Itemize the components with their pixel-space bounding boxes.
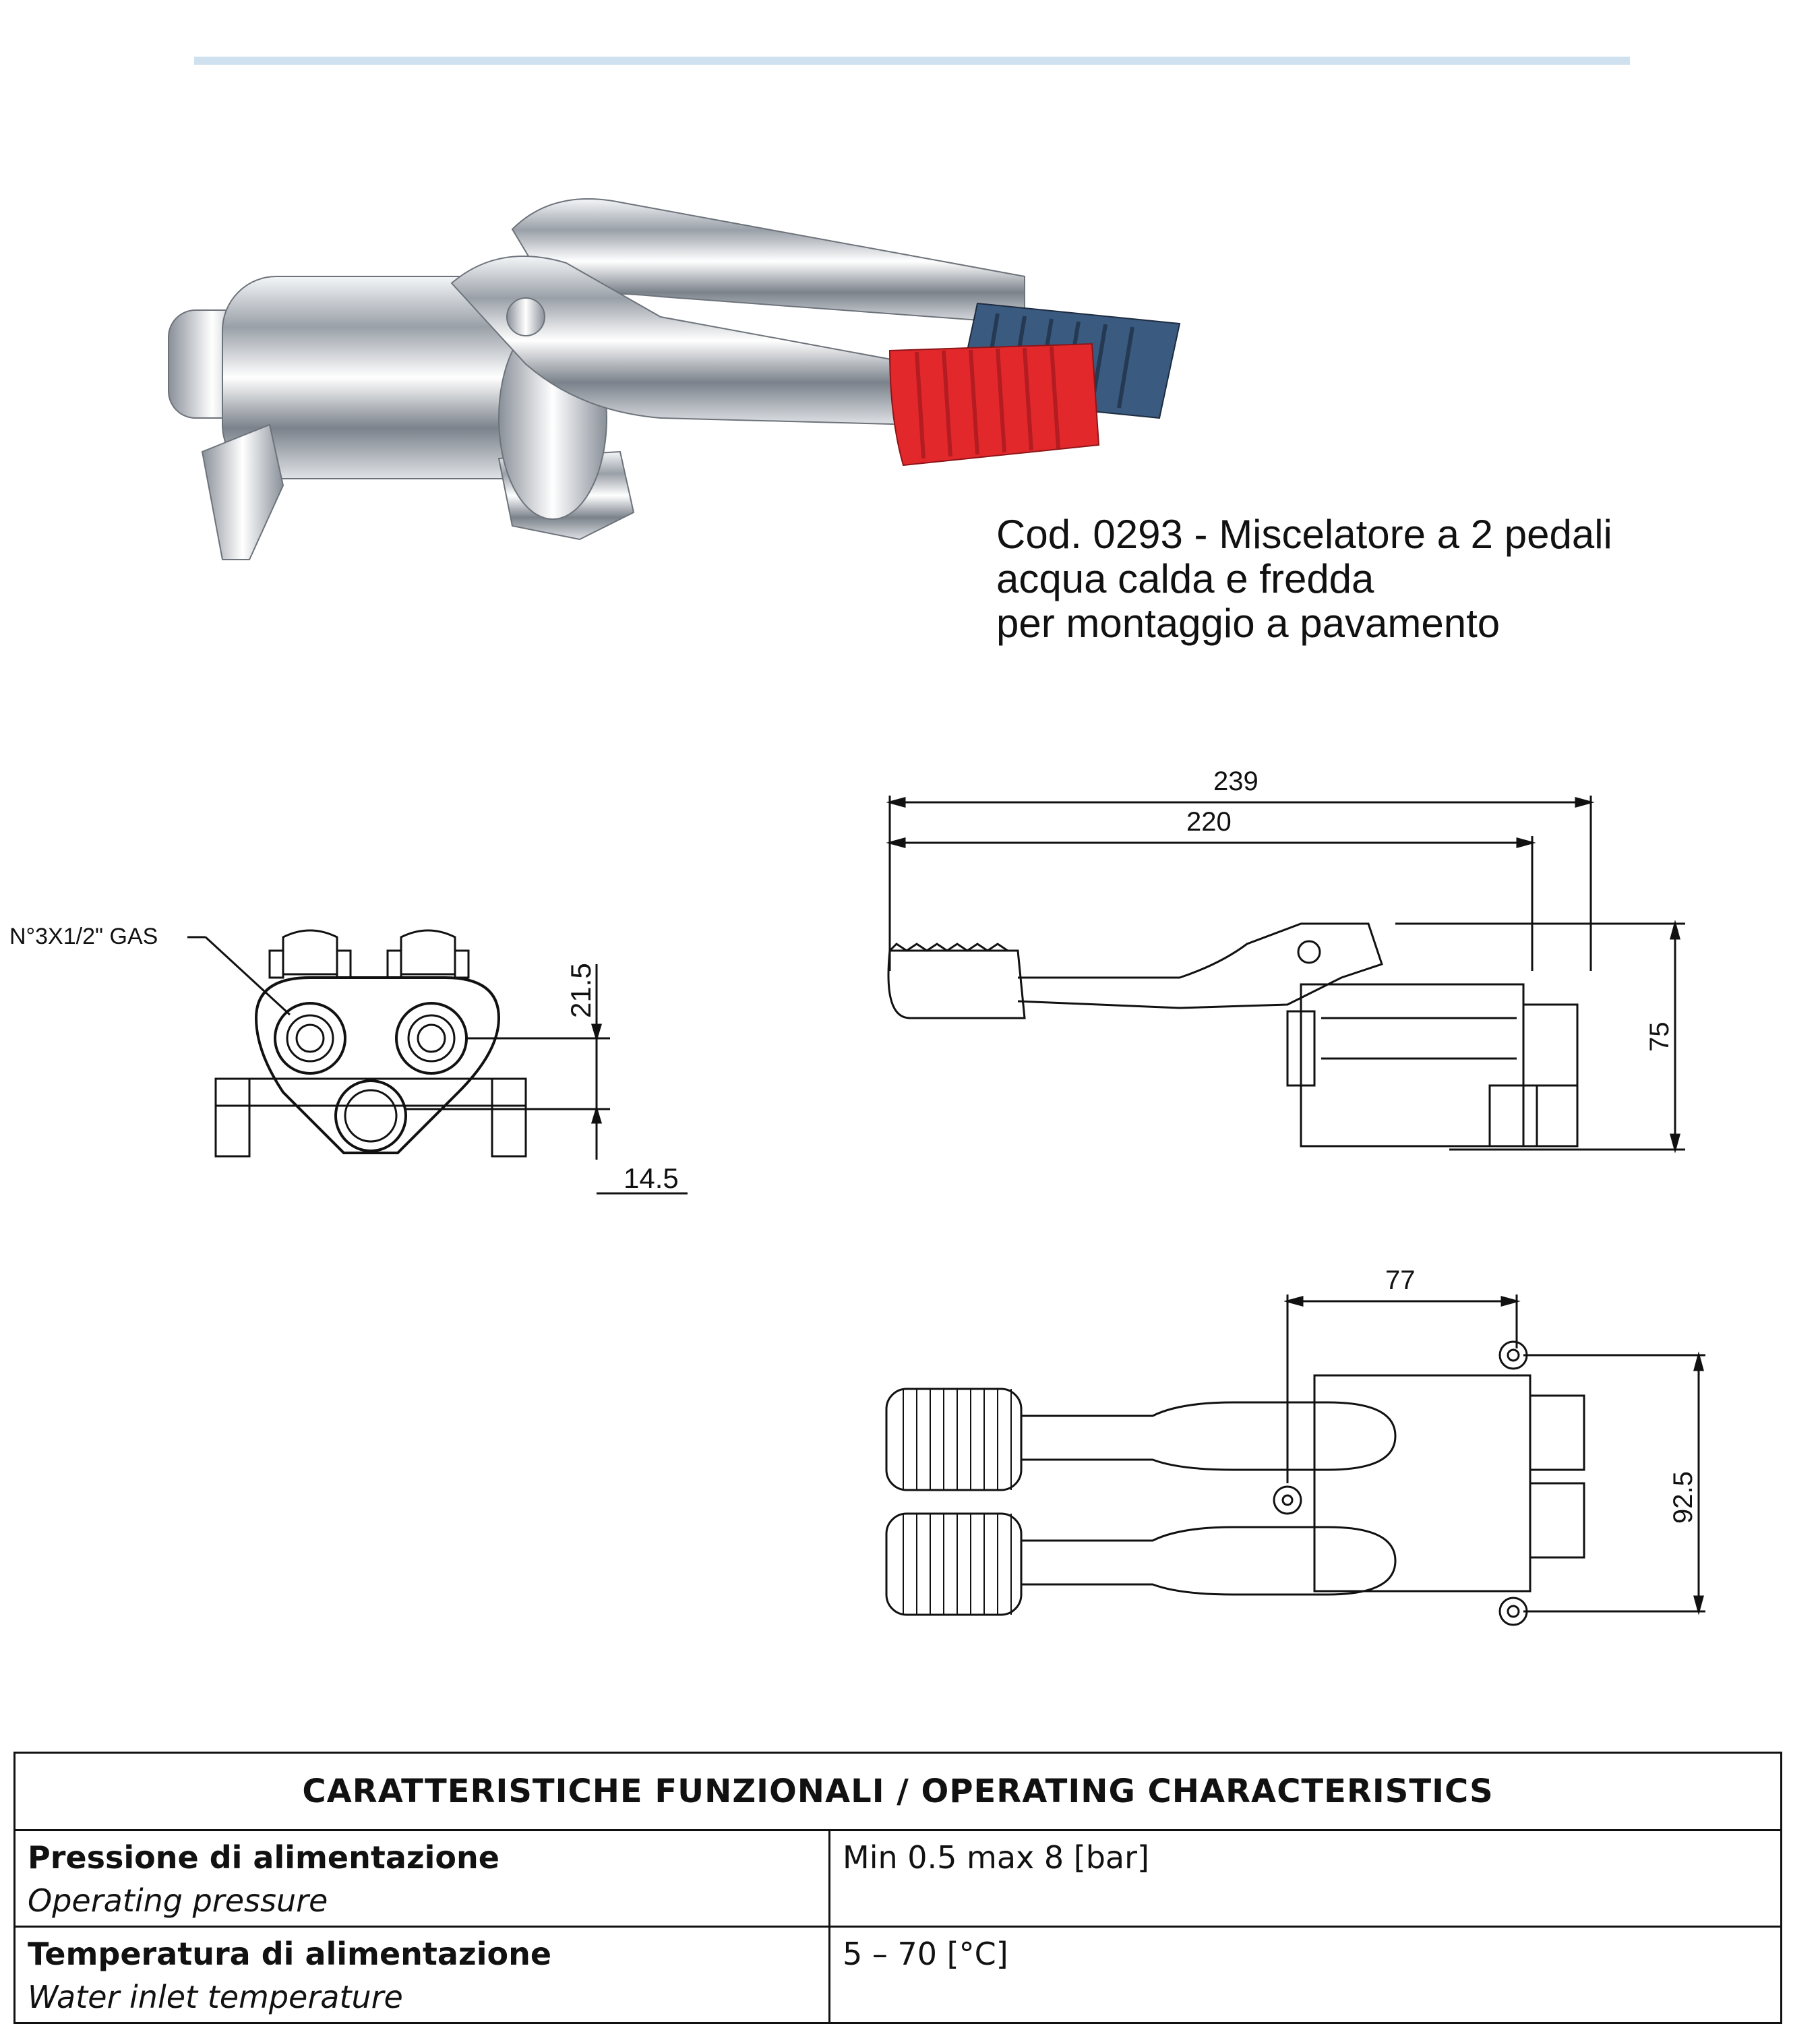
caption-line-type: acqua calda e fredda [996, 556, 1374, 601]
table-row [15, 1830, 1782, 1927]
dim-total-length: 239 [1213, 767, 1258, 796]
row-label [15, 1927, 830, 2023]
dim-vertical: 21.5 [565, 963, 597, 1018]
row-value [830, 1830, 1782, 1927]
label-english: Water inlet temperature [28, 1979, 403, 2015]
value-temperature: 5 – 70 [°C] [843, 1936, 1008, 1972]
product-caption [996, 512, 1805, 646]
side-view-drawing [856, 748, 1753, 1166]
operating-characteristics-table [13, 1752, 1782, 2024]
value-pressure: Min 0.5 max 8 [bar] [843, 1839, 1149, 1876]
dim-body-length: 220 [1186, 807, 1232, 837]
table-row [15, 1927, 1782, 2023]
dim-width: 92.5 [1668, 1471, 1698, 1524]
top-rule [194, 57, 1630, 65]
top-view-drawing [856, 1254, 1753, 1659]
pedal-outline [888, 951, 1025, 1018]
dim-bottom: 14.5 [624, 1162, 679, 1194]
caption-line-mounting: per montaggio a pavamento [996, 601, 1500, 646]
lever-outline [1018, 924, 1382, 1008]
mixer-body-outline [256, 978, 499, 1153]
mounting-foot-left [202, 425, 283, 560]
connection-cold [396, 1003, 466, 1073]
pedal-top-1 [886, 1389, 1021, 1490]
dim-offset: 77 [1385, 1266, 1416, 1295]
label-italian: Temperatura di alimentazione [28, 1936, 552, 1972]
table-header: CARATTERISTICHE FUNZIONALI / OPERATING CHARACTERISTICS [15, 1753, 1782, 1830]
label-italian: Pressione di alimentazione [28, 1839, 499, 1876]
pivot-pin [507, 298, 545, 336]
pedal-top-2 [886, 1514, 1021, 1615]
dim-height: 75 [1645, 1021, 1674, 1052]
connection-outlet [336, 1081, 406, 1151]
product-photo [148, 162, 1200, 566]
row-label [15, 1830, 830, 1927]
label-english: Operating pressure [28, 1882, 328, 1919]
front-view-drawing [0, 876, 715, 1214]
caption-line-code: Cod. 0293 - Miscelatore a 2 pedali [996, 512, 1612, 557]
connection-label: N°3X1/2" GAS [9, 924, 158, 949]
connection-hot [275, 1003, 345, 1073]
row-value [830, 1927, 1782, 2023]
body-outline-top [1314, 1375, 1530, 1591]
